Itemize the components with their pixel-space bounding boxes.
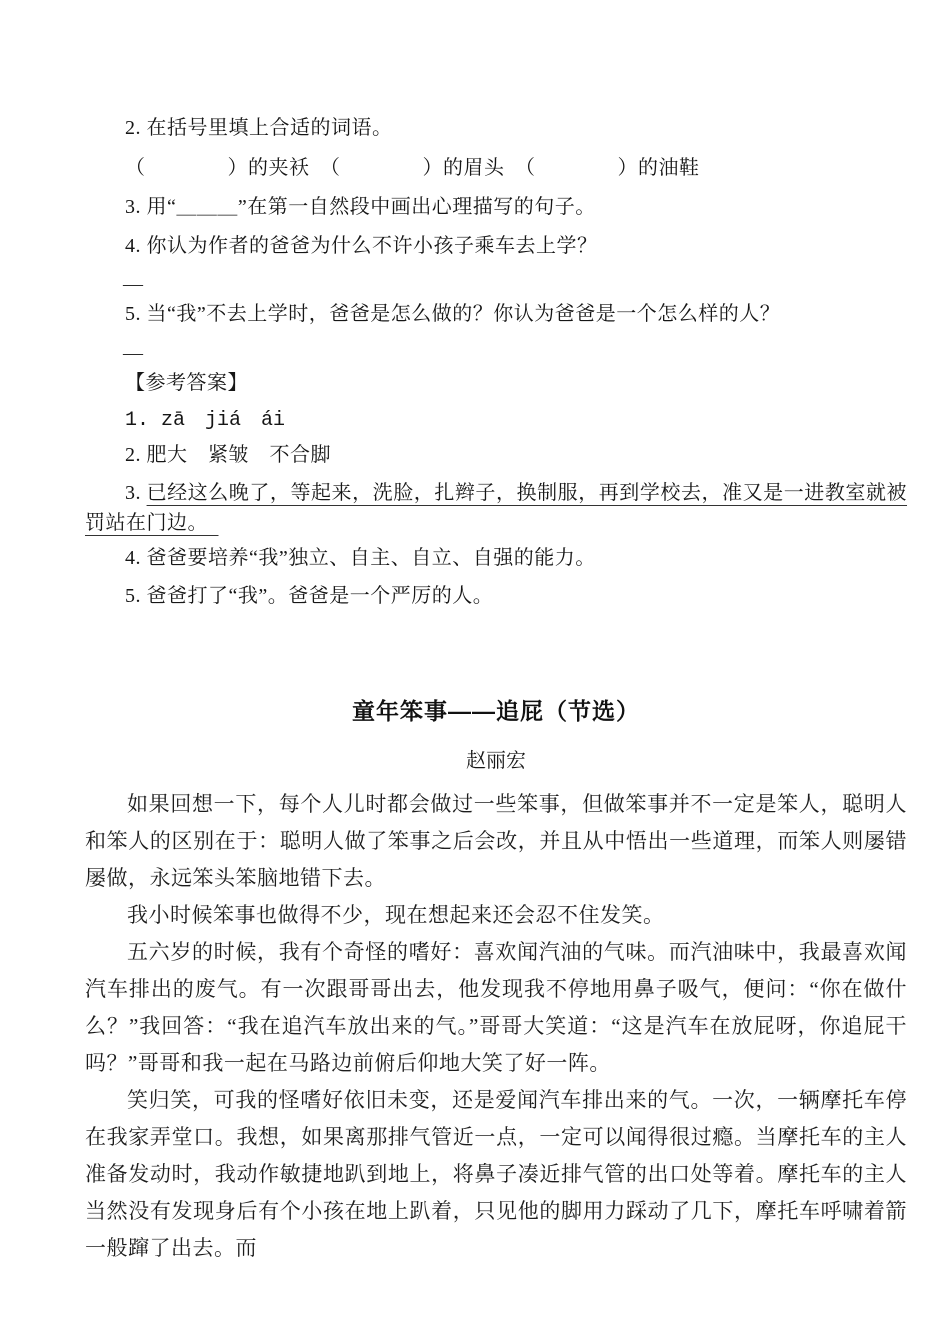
- answer-1-pinyin: 1. zā jiá ái: [125, 409, 286, 432]
- question-3: 3. 用“＿＿＿”在第一自然段中画出心理描写的句子。: [125, 196, 596, 218]
- passage-paragraph-2: 我小时候笨事也做得不少，现在想起来还会忍不住发笑。: [127, 903, 665, 927]
- question-4: 4. 你认为作者的爸爸为什么不许小孩子乘车去上学？: [125, 235, 598, 257]
- question-5: 5. 当“我”不去上学时，爸爸是怎么做的？你认为爸爸是一个怎么样的人？: [125, 303, 781, 325]
- question-2-blanks: （ ）的夹袄 （ ）的眉头 （ ）的油鞋: [125, 157, 700, 179]
- answer-blank-dash-2: —: [123, 342, 143, 364]
- answer-2: 2. 肥大 紧皱 不合脚: [125, 444, 331, 466]
- answer-5: 5. 爸爸打了“我”。爸爸是一个严厉的人。: [125, 585, 494, 607]
- document-content: [85, 0, 907, 1267]
- passage-author: 赵丽宏: [466, 750, 526, 772]
- answer-3: [85, 478, 907, 538]
- answer-1: [85, 404, 907, 436]
- passage-title: 童年笨事——追屁（节选）: [352, 698, 640, 724]
- question-2: 2. 在括号里填上合适的词语。: [125, 117, 393, 139]
- answer-4: 4. 爸爸要培养“我”独立、自主、自立、自强的能力。: [125, 547, 596, 569]
- answer-3-number: 3.: [125, 482, 147, 504]
- passage-paragraph-3: 五六岁的时候，我有个奇怪的嗜好：喜欢闻汽油的气味。而汽油味中，我最喜欢闻汽车排出的废气。有一次跟哥哥出去，他发现我不停地用鼻子吸气，便问：“你在做什么？”我回答：“我在追汽车放出来的气。”哥哥大笑道：“这是汽车在放屁呀，你追屁干吗？”哥哥和我一起在马路边前俯后仰地大笑了好一阵。: [85, 940, 907, 1075]
- answer-blank-dash-1: —: [123, 273, 143, 295]
- answer-key-header: 【参考答案】: [125, 372, 248, 394]
- passage-paragraph-4: 笑归笑，可我的怪嗜好依旧未变，还是爱闻汽车排出来的气。一次，一辆摩托车停在我家弄堂口。我想，如果离那排气管近一点，一定可以闻得很过瘾。当摩托车的主人准备发动时，我动作敏捷地趴到地上，将鼻子凑近排气管的出口处等着。摩托车的主人当然没有发现身后有个小孩在地上趴着，只见他的脚用力踩动了几下，摩托车呼啸着箭一般蹿了出去。而: [85, 1088, 907, 1260]
- passage-paragraph-1: 如果回想一下，每个人儿时都会做过一些笨事，但做笨事并不一定是笨人，聪明人和笨人的区别在于：聪明人做了笨事之后会改，并且从中悟出一些道理，而笨人则屡错屡做，永远笨头笨脑地错下去。: [85, 792, 907, 890]
- answer-3-text: 已经这么晚了，等起来，洗脸，扎辫子，换制服，再到学校去，准又是一进教室就被罚站在门边。: [85, 482, 908, 534]
